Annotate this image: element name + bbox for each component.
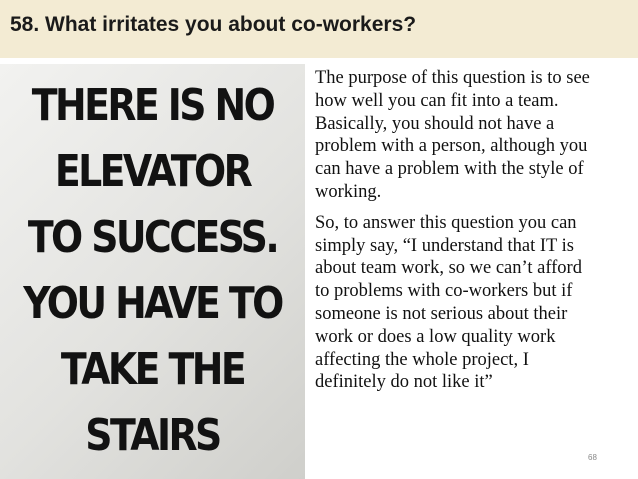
text-line: about team work, so we can’t afford [315, 258, 582, 279]
text-line: working. [315, 181, 382, 202]
poster-line: THERE IS NO [31, 80, 274, 131]
poster-line: TO SUCCESS. [27, 212, 278, 263]
text-line: definitely do not like it” [315, 372, 493, 393]
slide-title: 58. What irritates you about co-workers? [10, 13, 417, 36]
text-line: So, to answer this question you can [315, 212, 577, 233]
text-line: The purpose of this question is to see [315, 68, 590, 88]
text-line: simply say, “I understand that IT is [315, 235, 574, 256]
text-line: work or does a low quality work [315, 326, 556, 347]
poster-line: YOU HAVE TO [23, 278, 282, 329]
text-line: problem with a person, although you [315, 136, 588, 157]
text-line: affecting the whole project, I [315, 349, 529, 370]
text-line: how well you can fit into a team. [315, 90, 559, 111]
quote-poster-image [0, 64, 305, 479]
paragraph-answer [315, 212, 633, 394]
title-bar [0, 0, 638, 58]
paragraph-gap [315, 204, 633, 212]
page-number: 68 [588, 453, 597, 462]
poster-line: TAKE THE [60, 344, 245, 395]
text-line: someone is not serious about their [315, 303, 568, 324]
poster-line: STAIRS [85, 410, 220, 461]
answer-text [315, 67, 633, 394]
poster-line: ELEVATOR [54, 146, 251, 197]
paragraph-purpose [315, 67, 633, 204]
text-line: can have a problem with the style of [315, 159, 584, 180]
text-line: to problems with co-workers but if [315, 281, 573, 302]
text-line: Basically, you should not have a [315, 113, 555, 134]
